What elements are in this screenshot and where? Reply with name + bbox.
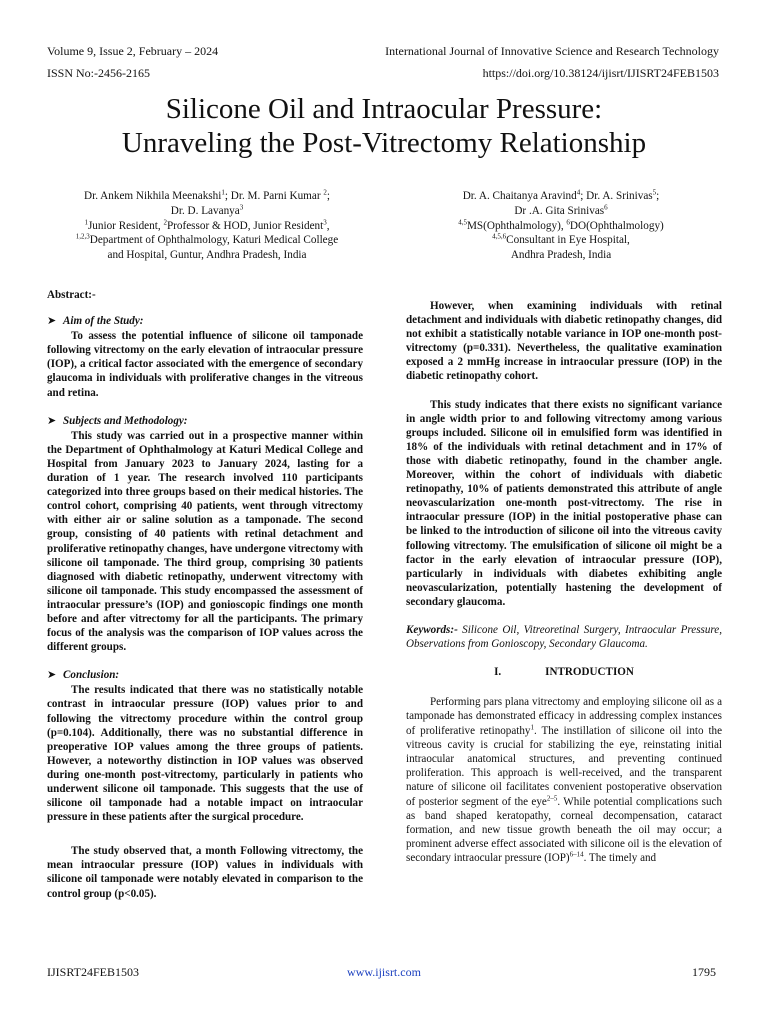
right-paragraph-1: However, when examining individuals with retinal detachment and individuals with diabetic retinopathy changes, did not exhibit a statistically notable variance in IOP one-month post-vitrectomy (p=0.331). Nevertheless, the qualitative examination exposed a 2 mmHg increase in intraocular pressure (IOP) in the diabetic retinopathy cohort. [406, 300, 722, 383]
title-line-2: Unraveling the Post-Vitrectomy Relationship [121, 127, 647, 159]
paper-title [0, 92, 768, 160]
authors-left-line2: Dr. D. Lavanya$^3$ [170, 203, 244, 217]
left-column [47, 288, 363, 915]
affiliation-left-3: and Hospital, Guntur, Andhra Pradesh, India [107, 249, 307, 262]
header-doi[interactable]: https://doi.org/10.38124/ijisrt/IJISRT24FEB1503 [482, 66, 719, 80]
affiliation-right-2: $^{4,5,6}$Consultant in Eye Hospital, [492, 232, 630, 247]
header-journal: International Journal of Innovative Science and Research Technology [385, 44, 719, 58]
section-heading-introduction: I. INTRODUCTION [494, 666, 634, 679]
aim-heading: ➤ Aim of the Study: [47, 315, 144, 328]
arrow-bullet-icon: ➤ [47, 414, 57, 427]
introduction-text: Performing pars plana vitrectomy and employing silicone oil as a tamponade has demonstrated efficacy in addressing complex instances of proliferative retinopathy$^1$. The instillation of silicone oil into the vitreous cavity is crucial for stabilizing the eye, reinstating initial intraocular anatomical structures, and preventing continued proliferation. This approach is well-received, and the transparent nature of silicone oil facilitates convenient postoperative observation of posterior segment of the eye$^{2-5}$. While potential complications such as band shaped keratopathy, corneal decompensation, cataract formation, and new tissue growth beneath the oil may occur; a prominent adverse effect associated with silicone oil is the elevation of secondary intraocular pressure (IOP)$^{6-14}$. The timely and [406, 696, 722, 865]
footer-site-link[interactable]: www.ijisrt.com [347, 965, 421, 979]
header-issn: ISSN No:-2456-2165 [47, 66, 151, 80]
keywords [406, 623, 722, 651]
authors-right-line1: Dr. A. Chaitanya Aravind$^4$; Dr. A. Srinivas$^5$; [462, 188, 660, 202]
arrow-bullet-icon: ➤ [47, 315, 57, 328]
right-paragraph-2: This study indicates that there exists no significant variance in angle width prior to and following vitrectomy among various groups included. Silicone oil in emulsified form was identified in 18% of the individuals with retinal detachment and in 17% of those with diabetic retinopathy, found in the chamber angle. Moreover, within the cohort of individuals with diabetic retinopathy, 10% of patients demonstrated this attribute of angle neovascularization one-month post-vitrectomy. The rise in intraocular pressure (IOP) in the initial postoperative phase can be linked to the introduction of silicone oil into the vitreous cavity following vitrectomy. The emulsification of silicone oil might be a factor in the early elevation of intraocular pressure (IOP), particularly in individuals with diabetes exhibiting angle neovascularization, potentially hastening the development of secondary glaucoma. [406, 398, 722, 608]
keywords-label: Keywords:- [406, 623, 458, 636]
authors-right [396, 189, 726, 263]
authors-left-line1: Dr. Ankem Nikhila Meenakshi$^1$; Dr. M. Parni Kumar $^2$; [84, 188, 330, 202]
affiliation-right-1: $^{4,5}$MS(Ophthalmology), $^6$DO(Ophthalmology) [458, 217, 664, 232]
aim-text: To assess the potential influence of silicone oil tamponade following vitrectomy on the early elevation of intraocular pressure (IOP), a critical factor associated with the emergence of secondary glaucoma in individuals with proliferative changes in the vitreous and retina. [47, 330, 363, 399]
methods-text: This study was carried out in a prospective manner within the Department of Ophthalmology at Katuri Medical College and Hospital from January 2023 to January 2024, lasting for a duration of 1 year. The research involved 110 participants categorized into three groups based on their medical histories. The control cohort, comprising 40 patients, went through vitrectomy with either air or saline solution as a tamponade. The second group, consisting of 40 patients with retinal detachment and proliferative retinopathy changes, have undergone vitrectomy with silicone oil tamponade. The third group, comprising 30 patients diagnosed with diabetic retinopathy, underwent vitrectomy with silicone oil tamponade. This study encompassed the assessment of intraocular pressure’s (IOP) and gonioscopic findings one month before and after vitrectomy for all the participants. The primary focus of the analysis was the comparison of IOP values across the different groups. [47, 429, 363, 654]
title-line-1: Silicone Oil and Intraocular Pressure: [165, 93, 603, 125]
keywords-text: Silicone Oil, Vitreoretinal Surgery, Intraocular Pressure, Observations from Gonioscopy, Secondary Glaucoma. [406, 623, 722, 651]
authors-left [42, 189, 372, 263]
methods-heading: ➤ Subjects and Methodology: [47, 414, 188, 427]
header-volume: Volume 9, Issue 2, February – 2024 [47, 44, 219, 58]
authors-right-line2: Dr .A. Gita Srinivas$^6$ [514, 203, 608, 217]
abstract-label: Abstract:- [47, 289, 96, 301]
footer-code: IJISRT24FEB1503 [47, 965, 139, 979]
arrow-bullet-icon: ➤ [47, 669, 57, 682]
conclusion-text: The results indicated that there was no statistically notable contrast in intraocular pressure (IOP) values prior to and following the vitrectomy procedure within the control group (p=0.104). Additionally, there was no substantial difference in preoperative IOP values among the three groups of patients. However, a noteworthy distinction in IOP values was observed during one-month post-vitrectomy, particularly in patients who underwent silicone oil tamponade. This suggests that the use of silicone oil tamponade had a notable impact on intraocular pressure in these patients after the surgical procedure. [47, 684, 363, 824]
right-column [406, 299, 722, 880]
affiliation-left-1: $^1$Junior Resident, $^2$Professor & HOD, Junior Resident$^3$, [84, 217, 330, 232]
conclusion-heading: ➤ Conclusion: [47, 669, 120, 682]
affiliation-right-3: Andhra Pradesh, India [510, 249, 612, 262]
left-final-paragraph: The study observed that, a month Following vitrectomy, the mean intraocular pressure (IOP) values in individuals with silicone oil tamponade were notably elevated in comparison to the control group (p<0.05). [47, 845, 363, 900]
footer-page-number: 1795 [692, 965, 716, 979]
affiliation-left-2: $^{1,2,3}$Department of Ophthalmology, Katuri Medical College [75, 232, 339, 247]
